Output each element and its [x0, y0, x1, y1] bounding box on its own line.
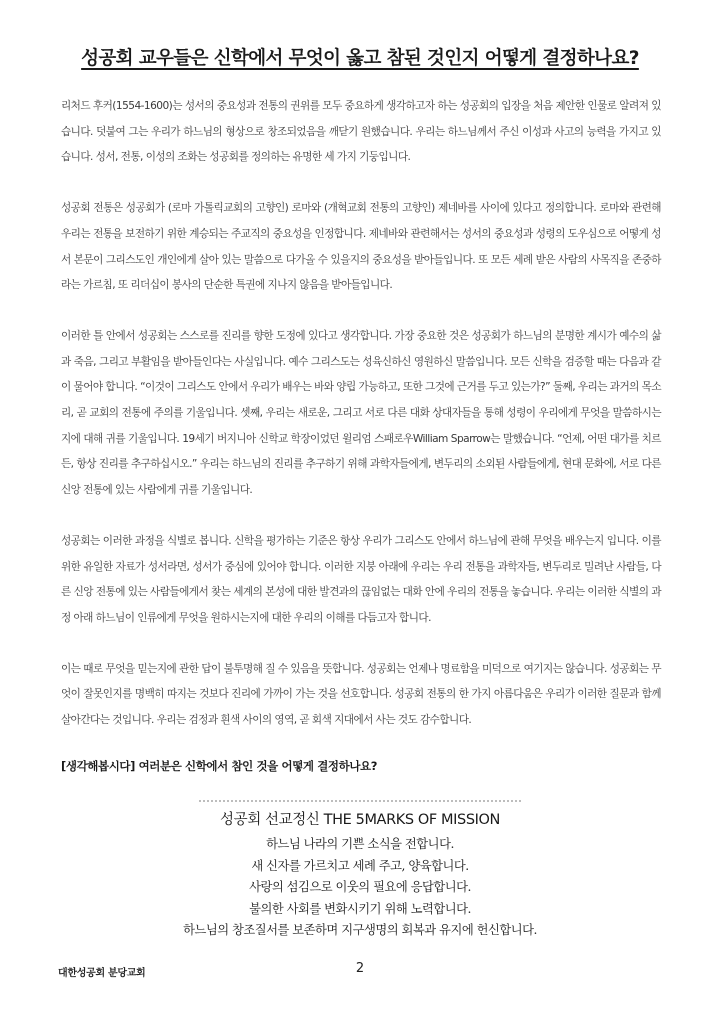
mission-item: 새 신자를 가르치고 세례 주고, 양육합니다. — [251, 858, 469, 873]
mission-item: 불의한 사회를 변화시키기 위해 노력합니다. — [249, 901, 471, 916]
page-number: 2 — [355, 961, 365, 976]
page-title-text: 성공회 교우들은 신학에서 무엇이 옳고 참된 것인지 어떻게 결정하나요? — [81, 48, 639, 69]
paragraph-ambiguity: 이는 때로 무엇을 믿는지에 관한 답이 불투명해 질 수 있음을 뜻합니다. 성공회는 언제나 명료함을 미덕으로 여기지는 않습니다. 성공회는 무엇이 잘못인지를 명백히 따지는 것보다 진리에 가까이 가는 것을 선호합니다. 성공회 전통의 한 가지 아름다움은 우리가 이러한 질문과 함께 살아간다는 것입니다. 우리는 검정과 흰색 사이의 영역, 곧 회색 지대에서 사는 것도 감수합니다. — [61, 662, 661, 727]
section-divider — [199, 800, 521, 802]
body-text — [61, 94, 661, 759]
page-title — [0, 44, 720, 70]
paragraph-hooker: 리처드 후커(1554-1600)는 성서의 중요성과 전통의 권위를 모두 중요하게 생각하고자 하는 성공회의 입장을 처음 제안한 인물로 알려져 있습니다. 덧붙여 그는 우리가 하느님의 형상으로 창조되었음을 깨닫기 원했습니다. 우리는 하느님께서 주신 이성과 사고의 능력을 가지고 있습니다. 성서, 전통, 이성의 조화는 성공회를 정의하는 유명한 세 가지 기둥입니다. — [61, 100, 661, 164]
paragraph-discernment: 성공회는 이러한 과정을 식별로 봅니다. 신학을 평가하는 기준은 항상 우리가 그리스도 안에서 하느님에 관해 무엇을 배우는지 입니다. 이를 위한 유일한 자료가 성서라면, 성서가 중심에 있어야 합니다. 이러한 지붕 아래에 우리는 우리 전통을 과학자들, 변두리로 밀려난 사람들, 다른 신앙 전통에 있는 사람들에게서 찾는 세계의 본성에 대한 발견과의 끊임없는 대화 안에 우리의 전통을 놓습니다. 우리는 이러한 식별의 과정 아래 하느님이 인류에게 무엇을 원하시는지에 대한 우리의 이해를 다듬고자 합니다. — [61, 534, 661, 624]
mission-item: 사랑의 섬김으로 이웃의 필요에 응답합니다. — [249, 880, 471, 894]
mission-title: 성공회 선교정신 THE 5MARKS OF MISSION — [220, 812, 500, 828]
mission-item: 하느님의 창조질서를 보존하며 지구생명의 회복과 유지에 헌신합니다. — [183, 923, 537, 937]
mission-item: 하느님 나라의 기쁜 소식을 전합니다. — [266, 837, 454, 851]
paragraph-truth-journey: 이러한 틀 안에서 성공회는 스스로를 진리를 향한 도정에 있다고 생각합니다. 가장 중요한 것은 성공회가 하느님의 분명한 계시가 예수의 삶과 죽음, 그리고 부활임을 받아들인다는 사실입니다. 예수 그리스도는 성육신하신 영원하신 말씀입니다. 모든 신학을 검증할 때는 다음과 같이 물어야 합니다. “이것이 그리스도 안에서 우리가 배우는 바와 양립 가능하고, 또한 그것에 근거를 두고 있는가?” 둘째, 우리는 과거의 목소리, 곧 교회의 전통에 주의를 기울입니다. 셋째, 우리는 새로운, 그리고 서로 다른 대화 상대자들을 통해 성령이 우리에게 무엇을 말씀하시는지에 대해 귀를 기울입니다. 19세기 버지니아 신학교 학장이었던 윌리엄 스패로우William Sparrow는 말했습니다. “언제, 어떤 대가를 치르든, 항상 진리를 추구하십시오.” 우리는 하느님의 진리를 추구하기 위해 과학자들에게, 변두리의 소외된 사람들에게, 현대 문화에, 서로 다른 신앙 전통에 있는 사람에게 귀를 기울입니다. — [61, 329, 661, 497]
footer-church-name: 대한성공회 분당교회 — [58, 968, 146, 979]
mission-list — [0, 834, 720, 942]
reflection-question: [생각해봅시다] 여러분은 신학에서 참인 것을 어떻게 결정하나요? — [61, 759, 378, 773]
paragraph-tradition: 성공회 전통은 성공회가 (로마 가톨릭교회의 고향인) 로마와 (개혁교회 전통의 고향인) 제네바를 사이에 있다고 정의합니다. 로마와 관련해 우리는 전통을 보전하기 위한 계승되는 주교직의 중요성을 인정합니다. 제네바와 관련해서는 성서의 중요성과 성령의 도우심으로 어떻게 성서 본문이 그리스도인 개인에게 살아 있는 말씀으로 다가올 수 있을지의 중요성을 받아들입니다. 또 모든 세례 받은 사람의 사목직을 존중하라는 가르침, 또 리더십이 봉사의 단순한 특권에 지나지 않음을 받아들입니다. — [61, 202, 661, 292]
